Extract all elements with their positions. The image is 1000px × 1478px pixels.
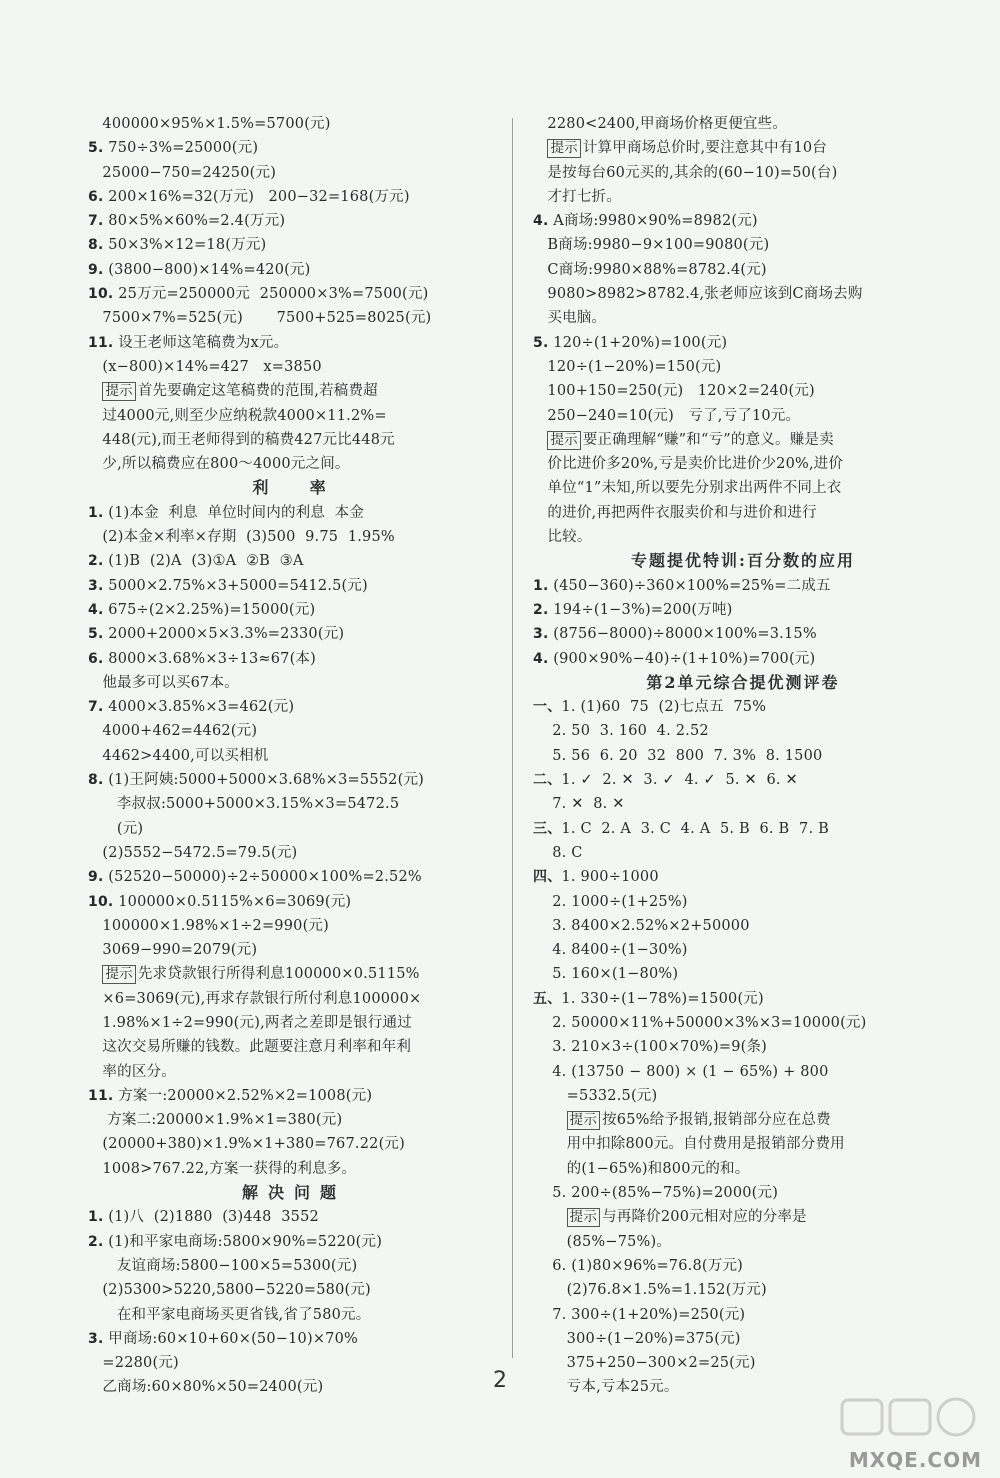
answer-line [88, 331, 500, 355]
line-text: 200×16%=32(万元) 200−32=168(万元) [103, 188, 410, 205]
question-number: 10. [88, 893, 114, 910]
line-text: 3069−990=2079(元) [88, 942, 258, 959]
line-text: 率的区分。 [88, 1063, 176, 1080]
answer-line [88, 1157, 500, 1181]
answer-line [533, 185, 953, 209]
line-text: 方案二:20000×1.9%×1=380(元) [88, 1112, 343, 1129]
answer-line [88, 647, 500, 671]
line-text: 25000−750=24250(元) [88, 164, 277, 181]
hint-line [533, 1205, 953, 1229]
line-text: (900×90%−40)÷(1+10%)=700(元) [548, 650, 816, 667]
line-text: 675÷(2×2.25%)=15000(元) [103, 601, 316, 618]
hint-label: 提示 [102, 965, 135, 984]
line-text: 50×3%×12=18(万元) [103, 237, 267, 254]
column-divider [512, 118, 513, 1358]
question-number: 8. [88, 772, 104, 789]
line-text: 5000×2.75%×3+5000=5412.5(元) [103, 577, 368, 594]
section-title: 解决问题 [241, 1183, 346, 1203]
answer-line [88, 428, 500, 452]
answer-line [88, 695, 500, 719]
line-text: 设王老师这笔稿费为x元。 [113, 334, 289, 351]
line-text: 4000×3.85%×3=462(元) [103, 699, 295, 716]
line-text: (8756−8000)÷8000×100%=3.15% [548, 626, 817, 643]
line-text: 过4000元,则至少应纳税款4000×11.2%= [88, 407, 387, 424]
answer-line [533, 258, 953, 282]
answer-line [88, 865, 500, 889]
line-text: 7500×7%=525(元) 7500+525=8025(元) [88, 310, 432, 327]
line-text: 448(元),而王老师得到的稿费427元比448元 [88, 431, 395, 448]
answer-line [88, 914, 500, 938]
answer-line [533, 112, 953, 136]
line-text: C商场:9980×88%=8782.4(元) [533, 261, 767, 278]
answer-line [533, 598, 953, 622]
answer-line [88, 622, 500, 646]
line-text: (1)B (2)A (3)①A ②B ③A [103, 553, 304, 570]
page-number: 2 [493, 1368, 507, 1393]
line-text: 才打七折。 [533, 188, 621, 205]
line-text: ×6=3069(元),再求存款银行所付利息100000× [88, 990, 422, 1007]
question-number: 7. [88, 699, 104, 716]
line-text: 4. (13750 − 800) × (1 − 65%) + 800 [533, 1063, 829, 1080]
line-text: 1. C 2. A 3. C 4. A 5. B 6. B 7. B [561, 820, 829, 837]
line-text: =5332.5(元) [533, 1087, 658, 1104]
answer-line [88, 525, 500, 549]
question-number: 二、 [533, 772, 562, 789]
line-text: 8000×3.68%×3÷13≈67(本) [103, 650, 316, 667]
line-text: (52520−50000)÷2÷50000×100%=2.52% [103, 869, 422, 886]
answer-line [88, 549, 500, 573]
answer-line [533, 890, 953, 914]
line-text: 3. 8400×2.52%×2+50000 [533, 917, 750, 934]
right-column [533, 112, 953, 1400]
answer-line [533, 768, 953, 792]
line-text: 按65%给予报销,报销部分应在总费 [602, 1112, 831, 1129]
line-text: 5. 160×(1−80%) [533, 966, 679, 983]
line-text: 300÷(1−20%)=375(元) [533, 1330, 741, 1347]
answer-line [88, 1035, 500, 1059]
section-title: 第2单元综合提优测评卷 [646, 672, 840, 692]
answer-line [533, 306, 953, 330]
answer-line [533, 355, 953, 379]
line-text: 方案一:20000×2.52%×2=1008(元) [113, 1087, 373, 1104]
answer-line [533, 817, 953, 841]
line-text: 3. 210×3÷(100×70%)=9(条) [533, 1039, 768, 1056]
line-text: 4462>4400,可以买相机 [88, 747, 269, 764]
answer-line [88, 1084, 500, 1108]
line-text: 买电脑。 [533, 310, 607, 327]
hint-label: 提示 [547, 139, 580, 158]
line-text: 甲商场:60×10+60×(50−10)×70% [103, 1330, 359, 1347]
line-text: (1)本金 利息 单位时间内的利息 本金 [103, 504, 365, 521]
question-number: 2. [88, 553, 104, 570]
answer-line [88, 1060, 500, 1084]
line-text: (2)本金×利率×存期 (3)500 9.75 1.95% [88, 529, 395, 546]
hint-label: 提示 [567, 1111, 600, 1130]
answer-line [533, 1230, 953, 1254]
line-text: 5. 200÷(85%−75%)=2000(元) [533, 1185, 779, 1202]
answer-line [533, 914, 953, 938]
answer-line [88, 306, 500, 330]
section-title: 利 率 [252, 478, 336, 498]
line-text: 的进价,再把两件衣服卖价和与进价和进行 [533, 504, 817, 521]
line-text: 先求贷款银行所得利息100000×0.5115% [137, 966, 420, 983]
line-text: (2)76.8×1.5%=1.152(万元) [533, 1282, 767, 1299]
answer-line [88, 719, 500, 743]
line-text: 100000×1.98%×1÷2=990(元) [88, 917, 329, 934]
line-text: (3800−800)×14%=420(元) [103, 261, 311, 278]
hint-line [88, 379, 500, 403]
answer-line [533, 865, 953, 889]
line-text: (450−360)÷360×100%=25%=二成五 [548, 577, 831, 594]
question-number: 三、 [533, 820, 562, 837]
line-text: 2280<2400,甲商场价格更便宜些。 [533, 116, 787, 132]
line-text: B商场:9980−9×100=9080(元) [533, 237, 770, 254]
line-text: A商场:9980×90%=8982(元) [548, 213, 758, 230]
answer-line [533, 647, 953, 671]
question-number: 5. [88, 626, 104, 643]
answer-line [533, 1303, 953, 1327]
question-number: 1. [88, 1209, 104, 1226]
question-number: 5. [88, 140, 104, 157]
answer-line [533, 331, 953, 355]
answer-line [88, 1011, 500, 1035]
line-text: 375+250−300×2=25(元) [533, 1355, 756, 1372]
question-number: 5. [533, 334, 549, 351]
line-text: 4. 8400÷(1−30%) [533, 942, 688, 959]
answer-line [533, 622, 953, 646]
question-number: 11. [88, 334, 114, 351]
line-text: 是按每台60元买的,其余的(60−10)=50(台) [533, 164, 838, 181]
line-text: 单位“1”未知,所以要先分别求出两件不同上衣 [533, 480, 842, 497]
line-text: 5. 56 6. 20 32 800 7. 3% 8. 1500 [533, 747, 823, 764]
answer-line [88, 671, 500, 695]
answer-line [533, 379, 953, 403]
line-text: 1. (1)60 75 (2)七点五 75% [561, 699, 767, 716]
line-text: 120÷(1−20%)=150(元) [533, 358, 722, 375]
hint-label: 提示 [102, 382, 135, 401]
question-number: 8. [88, 237, 104, 254]
answer-line [533, 744, 953, 768]
line-text: 6. (1)80×96%=76.8(万元) [533, 1257, 743, 1274]
line-text: (1)八 (2)1880 (3)448 3552 [103, 1209, 319, 1226]
line-text: (元) [88, 820, 144, 837]
section-title: 专题提优特训:百分数的应用 [631, 551, 855, 571]
line-text: 亏本,亏本25元。 [533, 1379, 679, 1396]
line-text: 1008>767.22,方案一获得的利息多。 [88, 1160, 357, 1177]
question-number: 3. [88, 577, 104, 594]
question-number: 2. [533, 601, 549, 618]
line-text: 8. C [533, 844, 583, 861]
line-text: 与再降价200元相对应的分率是 [602, 1209, 807, 1226]
answer-line [88, 1254, 500, 1278]
answer-line [533, 1132, 953, 1156]
answer-line [88, 598, 500, 622]
answer-line [88, 233, 500, 257]
line-text: (20000+380)×1.9%×1+380=767.22(元) [88, 1136, 405, 1153]
question-number: 9. [88, 869, 104, 886]
line-text: 194÷(1−3%)=200(万吨) [548, 601, 733, 618]
answer-line [533, 1254, 953, 1278]
answer-line [533, 987, 953, 1011]
question-number: 1. [533, 577, 549, 594]
question-number: 9. [88, 261, 104, 278]
hint-line [88, 962, 500, 986]
line-text: 少,所以稿费应在800～4000元之间。 [88, 456, 350, 473]
question-number: 4. [88, 601, 104, 618]
answer-line [533, 962, 953, 986]
line-text: (2)5300>5220,5800−5220=580(元) [88, 1282, 371, 1299]
line-text: 李叔叔:5000+5000×3.15%×3=5472.5 [88, 796, 400, 813]
answer-line [88, 1230, 500, 1254]
answer-line [88, 768, 500, 792]
answer-line [88, 1108, 500, 1132]
question-number: 2. [88, 1233, 104, 1250]
line-text: 首先要确定这笔稿费的范围,若稿费超 [137, 383, 378, 400]
line-text: 120÷(1+20%)=100(元) [548, 334, 728, 351]
answer-line [88, 112, 500, 136]
line-text: 80×5%×60%=2.4(万元) [103, 213, 286, 230]
answer-line [533, 525, 953, 549]
answer-line [88, 452, 500, 476]
answer-line [88, 1205, 500, 1229]
answer-line [533, 404, 953, 428]
question-number: 四、 [533, 869, 562, 886]
answer-line [88, 404, 500, 428]
line-text: 这次交易所赚的钱数。此题要注意月利率和年利 [88, 1039, 412, 1056]
line-text: 2. 1000÷(1+25%) [533, 893, 688, 910]
answer-line [533, 1084, 953, 1108]
answer-line [533, 938, 953, 962]
answer-line [533, 1157, 953, 1181]
answer-line [533, 1035, 953, 1059]
question-number: 7. [88, 213, 104, 230]
answer-line [88, 258, 500, 282]
line-text: 4000+462=4462(元) [88, 723, 258, 740]
line-text: 计算甲商场总价时,要注意其中有10台 [582, 140, 828, 157]
answer-line [88, 282, 500, 306]
left-column [88, 112, 500, 1400]
answer-line [88, 501, 500, 525]
line-text: 250−240=10(元) 亏了,亏了10元。 [533, 407, 801, 424]
line-text: 价比进价多20%,亏是卖价比进价少20%,进价 [533, 456, 844, 473]
question-number: 3. [533, 626, 549, 643]
hint-label: 提示 [547, 431, 580, 450]
answer-line [88, 161, 500, 185]
answer-line [533, 841, 953, 865]
question-number: 五、 [533, 990, 562, 1007]
line-text: 9080>8982>8782.4,张老师应该到C商场去购 [533, 286, 863, 303]
answer-line [88, 136, 500, 160]
question-number: 4. [533, 650, 549, 667]
answer-line [88, 1132, 500, 1156]
line-text: 2. 50000×11%+50000×3%×3=10000(元) [533, 1014, 867, 1031]
line-text: (2)5552−5472.5=79.5(元) [88, 844, 298, 861]
answer-line [88, 938, 500, 962]
answer-line [533, 501, 953, 525]
answer-line [533, 452, 953, 476]
question-number: 6. [88, 650, 104, 667]
question-number: 4. [533, 213, 549, 230]
line-text: 比较。 [533, 529, 592, 546]
answer-line [88, 841, 500, 865]
question-number: 1. [88, 504, 104, 521]
line-text: (85%−75%)。 [533, 1233, 672, 1250]
answer-line [88, 1303, 500, 1327]
line-text: 他最多可以买67本。 [88, 674, 239, 691]
answer-line [533, 282, 953, 306]
line-text: 用中扣除800元。自付费用是报销部分费用 [533, 1136, 845, 1153]
question-number: 3. [88, 1330, 104, 1347]
line-text: 的(1−65%)和800元的和。 [533, 1160, 750, 1177]
answer-line [533, 209, 953, 233]
answer-line [88, 890, 500, 914]
answer-line [88, 1278, 500, 1302]
line-text: 1. ✓ 2. ✕ 3. ✓ 4. ✓ 5. ✕ 6. ✕ [561, 772, 798, 789]
answer-line [533, 574, 953, 598]
line-text: 要正确理解“赚”和“亏”的意义。赚是卖 [582, 431, 834, 448]
answer-line [533, 695, 953, 719]
line-text: 2. 50 3. 160 4. 2.52 [533, 723, 709, 740]
answer-line [88, 1327, 500, 1351]
answer-line [533, 792, 953, 816]
line-text: =2280(元) [88, 1355, 179, 1372]
hint-line [533, 428, 953, 452]
line-text: 25万元=250000元 250000×3%=7500(元) [113, 286, 429, 303]
hint-line [533, 1108, 953, 1132]
hint-line [533, 136, 953, 160]
line-text: 乙商场:60×80%×50=2400(元) [88, 1379, 324, 1396]
line-text: 100000×0.5115%×6=3069(元) [113, 893, 352, 910]
answer-line [533, 233, 953, 257]
answer-line [533, 1011, 953, 1035]
answer-line [88, 185, 500, 209]
line-text: (x−800)×14%=427 x=3850 [88, 358, 322, 375]
answer-line [88, 987, 500, 1011]
line-text: 7. 300÷(1+20%)=250(元) [533, 1306, 746, 1323]
answer-line [88, 817, 500, 841]
answer-line [533, 719, 953, 743]
line-text: 7. ✕ 8. ✕ [533, 796, 625, 813]
line-text: 2000+2000×5×3.3%=2330(元) [103, 626, 345, 643]
answer-line [88, 574, 500, 598]
line-text: (1)和平家电商场:5800×90%=5220(元) [103, 1233, 383, 1250]
line-text: 1.98%×1÷2=990(元),两者之差即是银行通过 [88, 1014, 412, 1031]
answer-line [88, 744, 500, 768]
question-number: 6. [88, 188, 104, 205]
answer-line [88, 792, 500, 816]
answer-line [533, 1327, 953, 1351]
question-number: 一、 [533, 699, 562, 716]
answer-line [533, 476, 953, 500]
answer-line [88, 209, 500, 233]
question-number: 11. [88, 1087, 114, 1104]
answer-line [88, 355, 500, 379]
answer-line [533, 161, 953, 185]
line-text: 1. 900÷1000 [561, 869, 659, 886]
line-text: (1)王阿姨:5000+5000×3.68%×3=5552(元) [103, 772, 425, 789]
line-text: 100+150=250(元) 120×2=240(元) [533, 383, 815, 400]
watermark-text: MXQE.COM [848, 1448, 982, 1472]
line-text: 在和平家电商场买更省钱,省了580元。 [88, 1306, 371, 1323]
hint-label: 提示 [567, 1208, 600, 1227]
line-text: 750÷3%=25000(元) [103, 140, 259, 157]
question-number: 10. [88, 286, 114, 303]
answer-line [533, 1060, 953, 1084]
line-text: 友谊商场:5800−100×5=5300(元) [88, 1257, 358, 1274]
answer-line [533, 1181, 953, 1205]
answer-line [533, 1278, 953, 1302]
line-text: 1. 330÷(1−78%)=1500(元) [561, 990, 764, 1007]
line-text: 400000×95%×1.5%=5700(元) [88, 116, 331, 132]
